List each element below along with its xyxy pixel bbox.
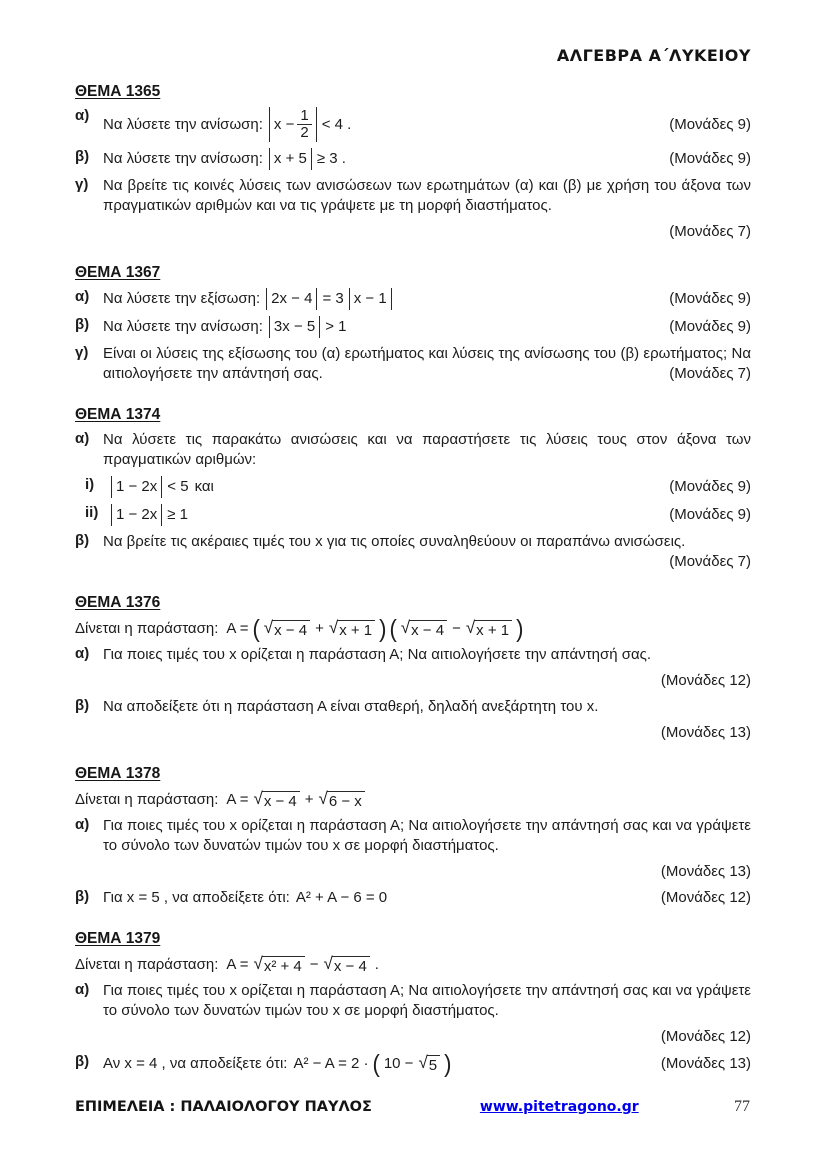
- absolute-value: [266, 288, 317, 310]
- absolute-value: [111, 504, 162, 526]
- question-text: Για ποιες τιμές του x ορίζεται η παράσταση Α; Να αιτιολογήσετε την απάντησή σας.: [103, 646, 652, 663]
- points-line: [75, 723, 751, 743]
- close-paren: ): [444, 1049, 452, 1078]
- open-paren: (: [252, 614, 260, 643]
- question-b: [75, 148, 751, 170]
- formula-line: [75, 614, 751, 643]
- question-c: [75, 344, 751, 384]
- theme-1379: [75, 930, 751, 1078]
- math-expression: A² + A − 6 = 0: [295, 889, 388, 906]
- points-badge: (Μονάδες 13): [660, 1055, 751, 1072]
- math-text: A² − A = 2 ·: [293, 1055, 369, 1072]
- editor-credit: ΕΠΙΜΕΛΕΙΑ : ΠΑΛΑΙΟΛΟΓΟΥ ΠΑΥΛΟΣ: [75, 1099, 372, 1115]
- radical-icon: √: [328, 617, 339, 637]
- question-text: Για x = 5 , να αποδείξετε ότι:: [103, 889, 290, 906]
- radical-icon: √: [263, 617, 274, 637]
- theme-title: ΘΕΜΑ 1365: [75, 83, 161, 100]
- subquestion-ii: [85, 504, 751, 526]
- question-body: [103, 645, 751, 665]
- fraction-denominator: 2: [300, 124, 309, 141]
- relation: = 3: [322, 290, 344, 307]
- theme-1378: [75, 765, 751, 908]
- math-expression: [226, 954, 379, 976]
- sqrt-expression: [323, 953, 370, 975]
- question-body: [103, 816, 751, 856]
- theme-title: ΘΕΜΑ 1367: [75, 264, 161, 281]
- subquestion-i: [85, 476, 751, 498]
- question-a: [75, 288, 751, 310]
- radicand: x − 4: [332, 956, 370, 975]
- radical-icon: √: [318, 788, 328, 808]
- question-text: Να βρείτε τις ακέραιες τιμές του x για τις οποίες συναληθεύουν οι παραπάνω ανισώσεις.: [103, 533, 686, 550]
- theme-title: ΘΕΜΑ 1374: [75, 406, 161, 423]
- points-badge: (Μονάδες 9): [669, 150, 751, 167]
- question-a: [75, 430, 751, 470]
- question-body: [103, 176, 751, 216]
- question-label: α): [75, 107, 90, 124]
- absolute-value: [349, 288, 392, 310]
- question-body: [103, 107, 751, 142]
- theme-1365: [75, 83, 751, 242]
- theme-1376: [75, 594, 751, 743]
- abs-content: 2x − 4: [271, 290, 313, 307]
- math-text: 10 −: [383, 1055, 414, 1072]
- question-b: [75, 697, 751, 717]
- points-badge: (Μονάδες 7): [669, 223, 751, 240]
- close-paren: ): [516, 614, 524, 643]
- relation: > 1: [325, 318, 347, 335]
- fraction-numerator: 1: [297, 108, 311, 125]
- intro-text: Δίνεται η παράσταση:: [75, 956, 219, 973]
- question-b: [75, 316, 751, 338]
- points-badge: (Μονάδες 9): [669, 290, 751, 307]
- sqrt-expression: [400, 617, 447, 639]
- radicand: x + 1: [337, 620, 375, 639]
- question-b: [75, 888, 751, 908]
- points-badge: (Μονάδες 9): [669, 115, 751, 133]
- points-badge: (Μονάδες 9): [669, 478, 751, 495]
- question-body: [103, 888, 751, 908]
- question-text: Είναι οι λύσεις της εξίσωσης του (α) ερωτήματος και λύσεις της ανίσωσης του (β) ερωτήματος; Να αιτιολογήσετε την απάντησή σας.: [103, 345, 751, 382]
- question-label: ii): [85, 504, 99, 521]
- question-body: [103, 430, 751, 470]
- page-number: 77: [734, 1098, 750, 1115]
- formula-lhs: A =: [226, 791, 249, 808]
- sqrt-expression: [465, 617, 512, 639]
- math-expression: [226, 789, 364, 811]
- question-body: [103, 1049, 751, 1078]
- question-body: [103, 981, 751, 1021]
- intro-text: Δίνεται η παράσταση:: [75, 791, 219, 808]
- operator: −: [309, 956, 319, 973]
- absolute-value: [269, 148, 312, 170]
- question-label: γ): [75, 176, 89, 193]
- question-label: i): [85, 476, 95, 493]
- math-expression: [293, 1049, 452, 1078]
- radicand: x − 4: [409, 620, 447, 639]
- question-body: [103, 697, 751, 717]
- question-label: β): [75, 888, 90, 905]
- sqrt-expression: [253, 953, 304, 975]
- points-badge: (Μονάδες 13): [660, 863, 751, 880]
- question-body: [103, 316, 751, 338]
- question-text: Αν x = 4 , να αποδείξετε ότι:: [103, 1055, 288, 1072]
- points-badge: (Μονάδες 9): [669, 318, 751, 335]
- open-paren: (: [389, 614, 397, 643]
- sqrt-expression: [253, 788, 299, 810]
- abs-content: 1 − 2x: [116, 478, 158, 495]
- question-text: Να λύσετε την ανίσωση:: [103, 115, 263, 133]
- radicand: x − 4: [272, 620, 310, 639]
- theme-title: ΘΕΜΑ 1376: [75, 594, 161, 611]
- question-a: [75, 107, 751, 142]
- radical-icon: √: [418, 1052, 428, 1072]
- question-body: [111, 504, 751, 526]
- math-expression: [111, 504, 188, 526]
- question-label: β): [75, 532, 90, 549]
- relation: < 4 .: [321, 115, 352, 133]
- intro-text: Δίνεται η παράσταση:: [75, 620, 219, 637]
- question-c: [75, 176, 751, 216]
- theme-1374: [75, 406, 751, 572]
- points-badge: (Μονάδες 12): [660, 889, 751, 906]
- question-label: α): [75, 645, 90, 662]
- question-label: α): [75, 288, 90, 305]
- theme-title: ΘΕΜΑ 1379: [75, 930, 161, 947]
- question-text: Να βρείτε τις κοινές λύσεις των ανισώσεων των ερωτημάτων (α) και (β) με χρήση του άξονα των πραγματικών αριθμών και να τις γράψετε με τη μορφή διαστήματος.: [103, 177, 751, 214]
- math-expression: [266, 288, 392, 310]
- abs-content: 1 − 2x: [116, 506, 158, 523]
- question-body: [103, 288, 751, 310]
- points-line: [75, 671, 751, 691]
- operator: +: [304, 791, 314, 808]
- page-title: ΑΛΓΕΒΡΑ Α΄ΛΥΚΕΙΟΥ: [556, 46, 751, 65]
- page-footer: [75, 1098, 750, 1116]
- operator: +: [315, 620, 324, 637]
- close-paren: ): [379, 614, 387, 643]
- math-expression: [226, 614, 524, 643]
- points-badge: (Μονάδες 7): [669, 553, 751, 570]
- question-body: [103, 344, 751, 384]
- absolute-value: [111, 476, 162, 498]
- radical-icon: √: [465, 617, 476, 637]
- question-label: β): [75, 316, 90, 333]
- open-paren: (: [372, 1049, 380, 1078]
- question-label: α): [75, 816, 90, 833]
- question-text: Να λύσετε την ανίσωση:: [103, 150, 263, 167]
- sqrt-expression: [418, 1052, 440, 1074]
- points-line: [75, 862, 751, 882]
- question-b: [75, 532, 751, 572]
- sqrt-expression: [328, 617, 375, 639]
- fraction: [297, 108, 311, 141]
- question-text: Να λύσετε την εξίσωση:: [103, 290, 261, 307]
- question-body: [103, 532, 751, 572]
- relation: ≥ 3 .: [316, 150, 346, 167]
- radical-icon: √: [323, 953, 333, 973]
- radicand: x − 4: [262, 791, 300, 810]
- formula-lhs: A =: [226, 620, 249, 637]
- question-label: α): [75, 430, 90, 447]
- radical-icon: √: [253, 788, 263, 808]
- question-b: [75, 1049, 751, 1078]
- abs-content: 3x − 5: [273, 318, 316, 335]
- question-label: β): [75, 1053, 90, 1070]
- radical-icon: √: [253, 953, 263, 973]
- radical-icon: √: [400, 617, 411, 637]
- math-expression: [269, 107, 351, 142]
- question-label: β): [75, 148, 90, 165]
- period: .: [374, 956, 379, 973]
- question-text: Να λύσετε την ανίσωση:: [103, 318, 263, 335]
- question-text: Για ποιες τιμές του x ορίζεται η παράσταση Α; Να αιτιολογήσετε την απάντησή σας και να γράψετε το σύνολο των δυνατών τιμών του x σε μορφή διαστήματος.: [103, 817, 751, 854]
- question-body: [111, 476, 751, 498]
- sqrt-expression: [263, 617, 310, 639]
- theme-title: ΘΕΜΑ 1378: [75, 765, 161, 782]
- radicand: x² + 4: [262, 956, 305, 975]
- points-badge: (Μονάδες 12): [660, 672, 751, 689]
- question-text: Για ποιες τιμές του x ορίζεται η παράσταση Α; Να αιτιολογήσετε την απάντησή σας και να γράψετε το σύνολο των δυνατών τιμών του x σε μορφή διαστήματος.: [103, 982, 751, 1019]
- points-badge: (Μονάδες 7): [669, 365, 751, 382]
- operator: −: [452, 620, 461, 637]
- question-a: [75, 816, 751, 856]
- absolute-value: [269, 107, 317, 142]
- math-expression: [269, 148, 346, 170]
- question-label: α): [75, 981, 90, 998]
- abs-content: x −: [273, 115, 295, 133]
- formula-line: [75, 954, 751, 976]
- abs-content: x − 1: [353, 290, 387, 307]
- question-a: [75, 645, 751, 665]
- question-body: [103, 148, 751, 170]
- radicand: 6 − x: [327, 791, 365, 810]
- relation: < 5: [167, 478, 189, 495]
- question-text: Να λύσετε τις παρακάτω ανισώσεις και να παραστήσετε τις λύσεις τους στον άξονα των πραγματικών αριθμών:: [103, 431, 751, 468]
- formula-line: [75, 789, 751, 811]
- question-a: [75, 981, 751, 1021]
- radicand: x + 1: [474, 620, 512, 639]
- points-line: [75, 1027, 751, 1047]
- formula-lhs: A =: [226, 956, 249, 973]
- math-expression: [269, 316, 347, 338]
- points-badge: (Μονάδες 12): [660, 1028, 751, 1045]
- question-label: β): [75, 697, 90, 714]
- points-line: [75, 222, 751, 242]
- math-expression: [111, 476, 189, 498]
- question-text: Να αποδείξετε ότι η παράσταση Α είναι σταθερή, δηλαδή ανεξάρτητη του x.: [103, 698, 599, 715]
- website-link[interactable]: www.pitetragono.gr: [479, 1099, 639, 1115]
- sqrt-expression: [318, 788, 365, 810]
- abs-content: x + 5: [273, 150, 307, 167]
- radicand: 5: [427, 1055, 440, 1074]
- points-badge: (Μονάδες 9): [669, 506, 751, 523]
- question-label: γ): [75, 344, 89, 361]
- absolute-value: [269, 316, 320, 338]
- page-content: [75, 46, 751, 1097]
- relation: ≥ 1: [167, 506, 189, 523]
- points-badge: (Μονάδες 13): [660, 724, 751, 741]
- theme-1367: [75, 264, 751, 384]
- conjunction-text: και: [194, 478, 214, 495]
